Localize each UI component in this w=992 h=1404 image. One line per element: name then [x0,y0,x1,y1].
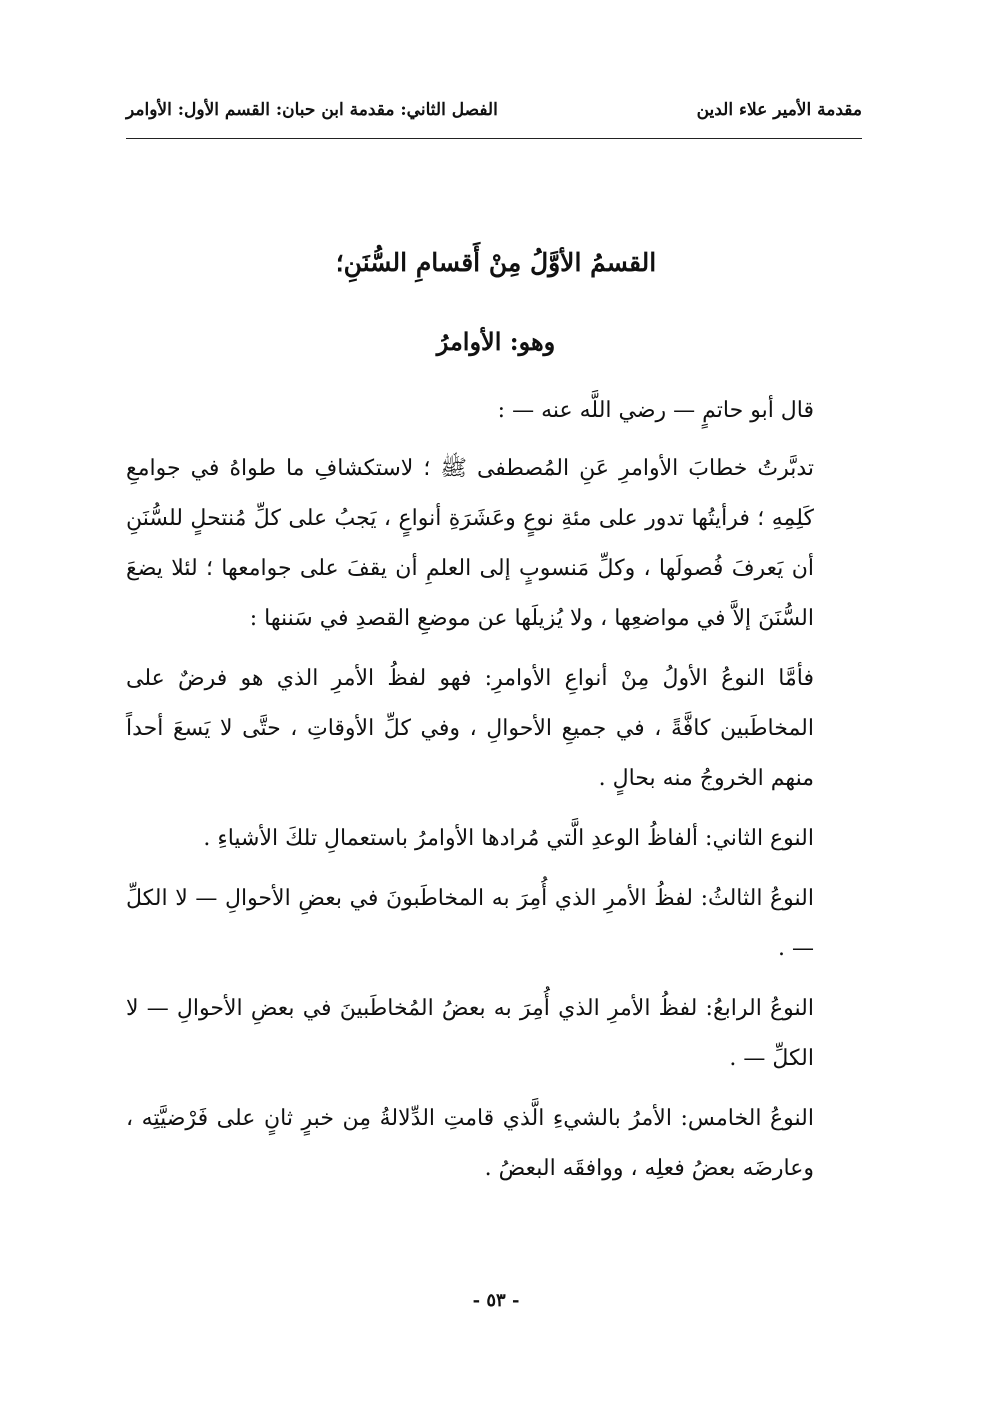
paragraph-type-5: النوعُ الخامس: الأمرُ بالشيءِ الَّذي قامتِ الدِّلالةُ مِن خبرٍ ثانٍ على فَرْضيَّتِه ، وعارضَه بعضُ فعلِه ، ووافقَه البعضُ . [126,1106,814,1181]
paragraph-intro: تدبَّرتُ خطابَ الأوامرِ عَنِ المُصطفى ﷺ ؛ لاستكشافِ ما طواهُ في جوامعِ كَلِمِهِ ؛ فرأيتُها تدور على مئةِ نوعٍ وعَشَرَةِ أنواعٍ ، يَجبُ على كلِّ مُنتحلٍ للسُّنَنِ أن يَعرفَ فُصولَها ، وكلِّ مَنسوبٍ إلى العلمِ أن يقفَ على جوامعها ؛ لئلا يضعَ السُّنَنَ إلاَّ في مواضعِها ، ولا يُزيلَها عن موضعِ القصدِ في سَننها : [126,456,814,631]
header-book-title: مقدمة الأمير علاء الدين [696,100,862,120]
header-chapter-title: الفصل الثاني: مقدمة ابن حبان: القسم الأول: الأوامر [126,100,498,120]
section-subtitle: وهو: الأوامرُ [436,327,556,356]
paragraph-type-2: النوع الثاني: ألفاظُ الوعدِ الَّتي مُرادها الأوامرُ باستعمالِ تلكَ الأشياءِ . [203,826,814,851]
section-title: القسمُ الأوَّلُ مِنْ أَقسامِ السُّنَنِ؛ [335,248,657,277]
page-number: - ٥٣ - [472,1290,520,1311]
running-header [126,94,862,139]
paragraph-type-4: النوعُ الرابعُ: لفظُ الأمرِ الذي أُمِرَ به بعضُ المُخاطَبينَ في بعضِ الأحوالِ — لا الكلِّ — . [126,996,814,1071]
paragraph-attribution: قال أبو حاتمٍ — رضي اللَّه عنه — : [497,398,814,423]
body-text [126,386,814,1204]
paragraph-type-1: فأمَّا النوعُ الأولُ مِنْ أنواعِ الأوامرِ: فهو لفظُ الأمرِ الذي هو فرضٌ على المخاطَبين كافَّةً ، في جميعِ الأحوالِ ، وفي كلِّ الأوقاتِ ، حتَّى لا يَسعَ أحداً منهم الخروجُ منه بحالٍ . [126,666,814,791]
paragraph-type-3: النوعُ الثالثُ: لفظُ الأمرِ الذي أُمِرَ به المخاطَبونَ في بعضِ الأحوالِ — لا الكلِّ — . [126,886,814,961]
